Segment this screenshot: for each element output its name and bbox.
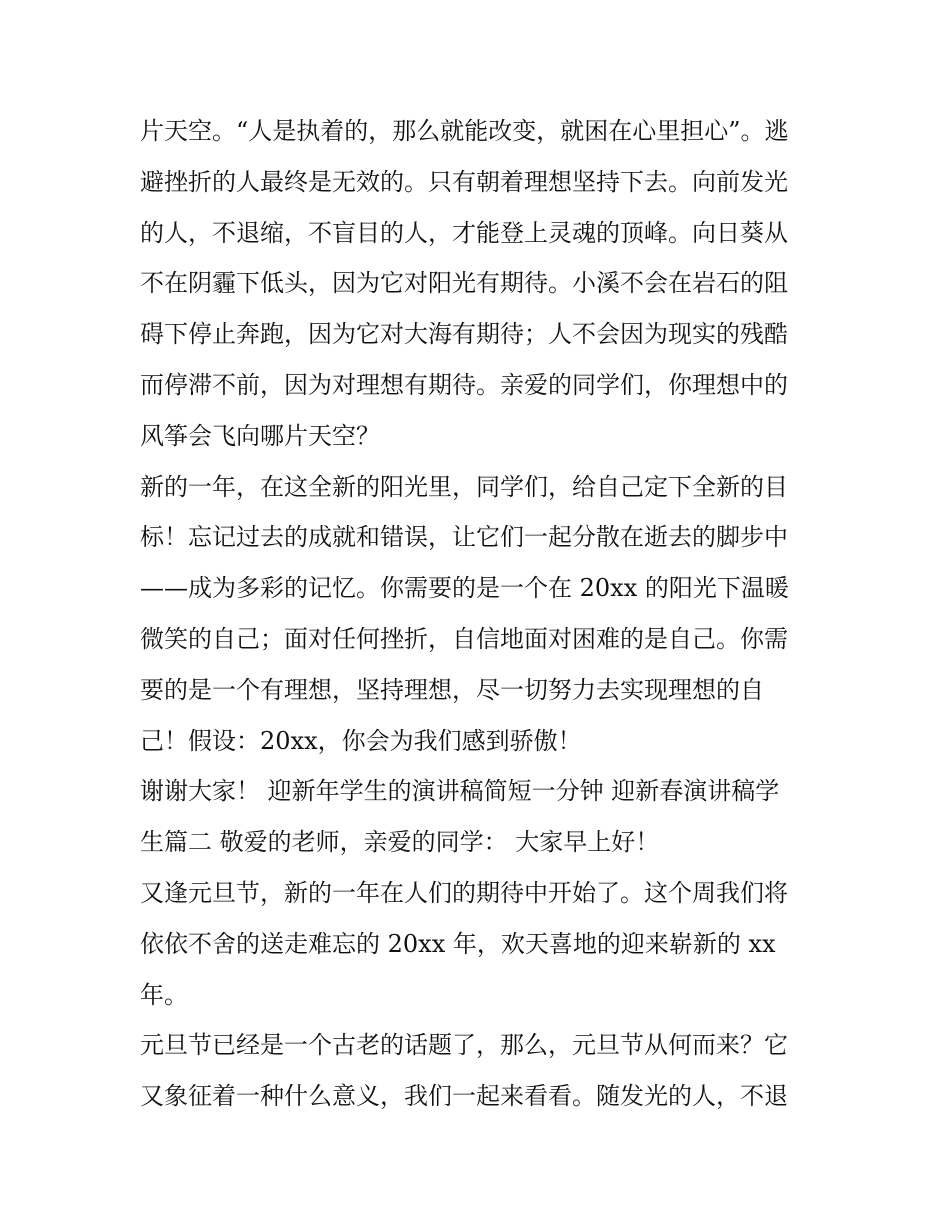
text-line-7: 风筝会飞向哪片天空？	[140, 421, 380, 450]
text-line-13: 己！假设：20xx，你会为我们感到骄傲！	[140, 726, 582, 755]
text-line-11: 微笑的自己；面对任何挫折，自信地面对困难的是自己。你需	[140, 624, 788, 653]
text-line-9: 标！忘记过去的成就和错误，让它们一起分散在逝去的脚步中	[140, 523, 788, 552]
text-line-8: 新的一年，在这全新的阳光里，同学们，给自己定下全新的目	[140, 472, 788, 501]
text-line-12: 要的是一个有理想，坚持理想，尽一切努力去实现理想的自	[140, 675, 764, 704]
text-line-6: 而停滞不前，因为对理想有期待。亲爱的同学们，你理想中的	[140, 370, 788, 399]
text-line-4: 不在阴霾下低头，因为它对阳光有期待。小溪不会在岩石的阻	[140, 269, 788, 298]
text-line-10: ——成为多彩的记忆。你需要的是一个在 20xx 的阳光下温暖	[140, 574, 789, 603]
text-line-14: 谢谢大家！ 迎新年学生的演讲稿简短一分钟 迎新春演讲稿学	[140, 777, 780, 806]
text-line-15: 生篇二 敬爱的老师，亲爱的同学： 大家早上好！	[140, 828, 660, 857]
text-line-19: 元旦节已经是一个古老的话题了，那么，元旦节从何而来？它	[140, 1031, 788, 1060]
text-line-3: 的人，不退缩，不盲目的人，才能登上灵魂的顶峰。向日葵从	[140, 218, 788, 247]
body-text	[140, 106, 820, 1122]
text-line-17: 依依不舍的送走难忘的 20xx 年，欢天喜地的迎来崭新的 xx	[140, 929, 776, 958]
text-line-1: 片天空。“人是执着的，那么就能改变，就困在心里担心”。逃	[140, 117, 789, 145]
text-line-5: 碍下停止奔跑，因为它对大海有期待；人不会因为现实的残酷	[140, 320, 788, 349]
text-line-20: 又象征着一种什么意义，我们一起来看看。随发光的人，不退	[140, 1082, 788, 1111]
text-line-18: 年。	[140, 980, 188, 1009]
text-line-16: 又逢元旦节，新的一年在人们的期待中开始了。这个周我们将	[140, 878, 788, 907]
text-line-2: 避挫折的人最终是无效的。只有朝着理想坚持下去。向前发光	[140, 167, 788, 196]
